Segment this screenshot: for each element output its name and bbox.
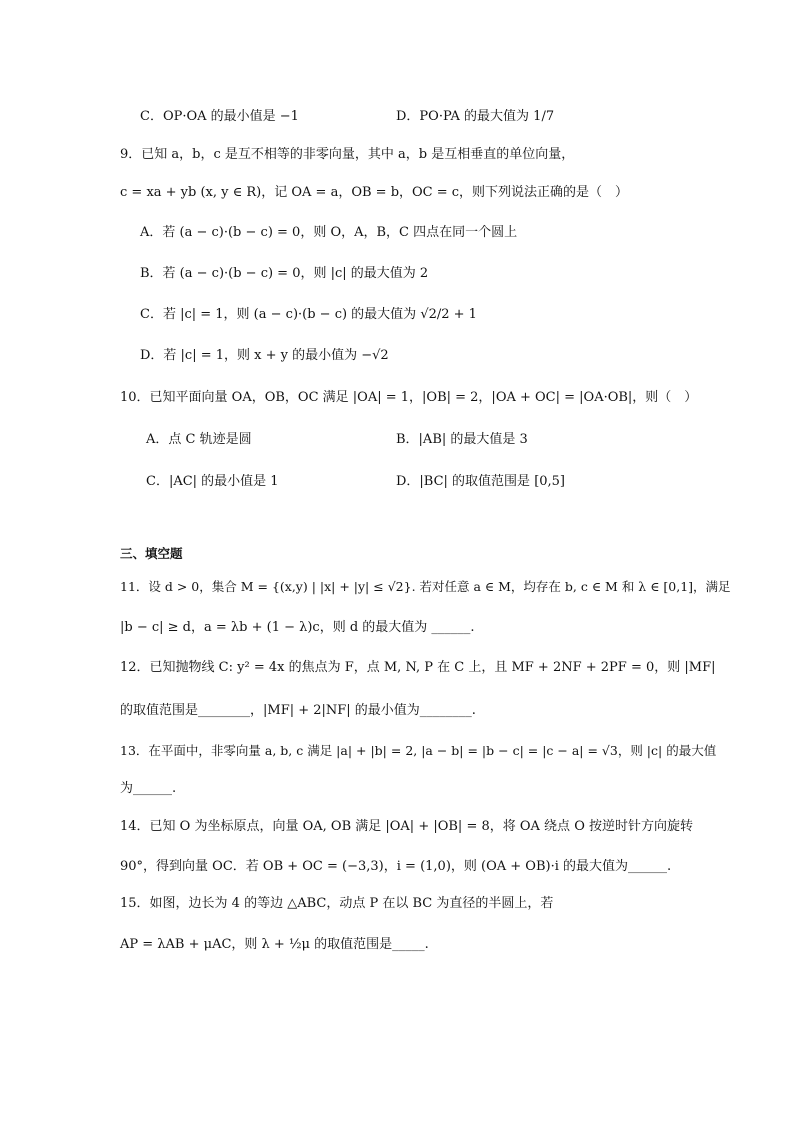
q10-option-a: A．点 C 轨迹是圆	[146, 432, 252, 447]
q9-option-a: A．若 (a − c)·(b − c) = 0，则 O，A，B，C 四点在同一个圆上	[140, 225, 518, 240]
q15-line2: AP = λAB + μAC，则 λ + ½μ 的取值范围是_____.	[120, 937, 429, 952]
q15-line1: 15．如图，边长为 4 的等边 △ABC，动点 P 在以 BC 为直径的半圆上，若	[120, 896, 554, 911]
q14-line2: 90°，得到向量 OC．若 OB + OC = (−3,3)，i = (1,0)，则 (OA + OB)·i 的最大值为______.	[120, 859, 672, 874]
q9-option-c: C．若 |c| = 1，则 (a − c)·(b − c) 的最大值为 √2/2 + 1	[140, 307, 477, 322]
q9-option-b: B．若 (a − c)·(b − c) = 0，则 |c| 的最大值为 2	[140, 266, 429, 281]
q13-line2: 为______.	[120, 781, 177, 796]
q12-line2: 的取值范围是________，|MF| + 2|NF| 的最小值为________.	[120, 703, 476, 718]
q11-line1: 11．设 d > 0，集合 M = {(x,y) | |x| + |y| ≤ √2}. 若对任意 a ∈ M，均存在 b, c ∈ M 和 λ ∈ [0,1]，满足	[120, 579, 731, 594]
q8-option-c: C．OP·OA 的最小值是 −1	[140, 109, 299, 124]
q10-stem: 10．已知平面向量 OA，OB，OC 满足 |OA| = 1，|OB| = 2，|OA + OC| = |OA·OB|，则（ ）	[120, 390, 698, 405]
q12-line1: 12．已知抛物线 C: y² = 4x 的焦点为 F，点 M, N, P 在 C 上，且 MF + 2NF + 2PF = 0，则 |MF|	[120, 660, 716, 675]
q9-option-d: D．若 |c| = 1，则 x + y 的最小值为 −√2	[140, 348, 389, 363]
q13-line1: 13．在平面中，非零向量 a, b, c 满足 |a| + |b| = 2, |a − b| = |b − c| = |c − a| = √3，则 |c| 的最大值	[120, 743, 717, 758]
section-heading: 三、填空题	[120, 546, 183, 561]
q10-option-b: B．|AB| 的最大值是 3	[396, 432, 528, 447]
q11-line2: |b − c| ≥ d，a = λb + (1 − λ)c，则 d 的最大值为 ______.	[120, 620, 475, 635]
q10-option-c: C．|AC| 的最小值是 1	[146, 474, 279, 489]
q8-option-d: D．PO·PA 的最大值为 1/7	[396, 109, 555, 124]
q14-line1: 14．已知 O 为坐标原点，向量 OA, OB 满足 |OA| + |OB| = 8，将 OA 绕点 O 按逆时针方向旋转	[120, 819, 693, 834]
q10-option-d: D．|BC| 的取值范围是 [0,5]	[396, 474, 566, 489]
q9-stem-line2: c = xa + yb (x, y ∈ R)，记 OA = a，OB = b，OC = c，则下列说法正确的是（ ）	[120, 185, 629, 200]
q9-stem-line1: 9．已知 a，b，c 是互不相等的非零向量，其中 a，b 是互相垂直的单位向量，	[120, 147, 575, 162]
